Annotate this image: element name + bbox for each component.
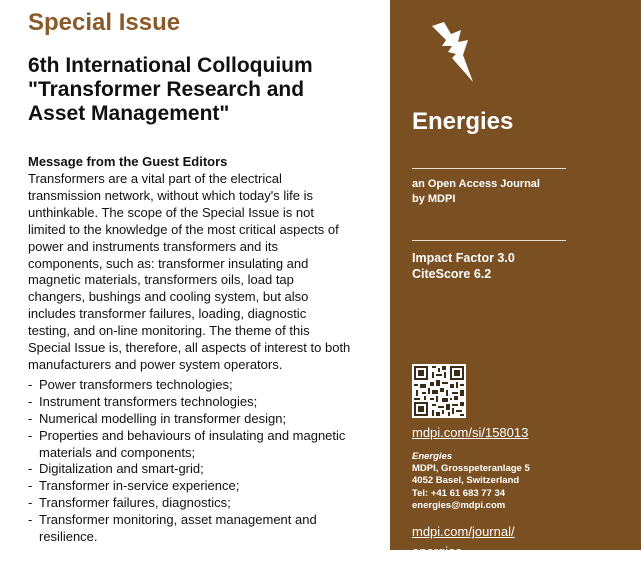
body-line: includes transformer failures, loading, diagnostic [28, 306, 307, 322]
address-email[interactable]: energies@mdpi.com [412, 499, 506, 511]
special-issue-link[interactable]: mdpi.com/si/158013 [412, 425, 529, 440]
body-line: transmission network, without which today's life is [28, 187, 313, 203]
journal-link-line[interactable]: mdpi.com/journal/ [412, 524, 515, 539]
body-line: testing, and on-line monitoring. The theme of this [28, 323, 310, 339]
body-line: limited to the knowledge of the most critical aspects of [28, 221, 339, 237]
message-body [28, 171, 373, 374]
divider [412, 240, 566, 241]
body-line: power and instruments transformers and its [28, 238, 278, 254]
address-line: 4052 Basel, Switzerland [412, 475, 520, 487]
divider [412, 168, 566, 169]
journal-tagline [412, 177, 572, 207]
body-line: Special Issue is, therefore, all aspects of interest to both [28, 340, 351, 356]
publisher-address [412, 451, 530, 512]
tagline-line: by MDPI [412, 193, 456, 205]
body-line: changers, bushings and cooling system, but also [28, 289, 309, 305]
address-line: MDPI, Grosspeteranlage 5 [412, 463, 530, 475]
journal-metrics [412, 250, 515, 282]
issue-title-line: 6th International Colloquium [28, 54, 313, 77]
body-line: components, such as: transformer insulating and [28, 255, 309, 271]
list-item: - Power transformers technologies; [28, 377, 373, 394]
list-item: - Digitalization and smart-grid; [28, 461, 373, 478]
journal-link-line[interactable]: energies [412, 544, 462, 559]
issue-title-line: "Transformer Research and [28, 78, 305, 101]
list-item: - Properties and behaviours of insulating and magnetic materials and components; [28, 428, 373, 462]
impact-factor: Impact Factor 3.0 [412, 251, 515, 265]
topics-list [28, 377, 373, 546]
body-line: Transformers are a vital part of the electrical [28, 171, 282, 186]
issue-title-line: Asset Management" [28, 102, 230, 125]
list-item: - Transformer failures, diagnostics; [28, 495, 373, 512]
message-heading: Message from the Guest Editors [28, 154, 228, 169]
address-phone: Tel: +41 61 683 77 34 [412, 487, 506, 499]
issue-title [28, 54, 378, 126]
list-item: - Transformer in-service experience; [28, 478, 373, 495]
citescore: CiteScore 6.2 [412, 267, 492, 281]
list-item: - Instrument transformers technologies; [28, 394, 373, 411]
qr-code-icon[interactable] [412, 364, 466, 418]
special-issue-label: Special Issue [28, 9, 181, 36]
list-item: - Transformer monitoring, asset management and resilience. [28, 512, 373, 546]
body-line: unthinkable. The scope of the Special Issue is not [28, 204, 314, 220]
address-journal: Energies [412, 451, 453, 462]
journal-name: Energies [412, 108, 514, 135]
tagline-line: an Open Access Journal [412, 178, 540, 190]
lightning-bolt-icon [430, 22, 474, 84]
journal-link[interactable] [412, 522, 515, 562]
body-line: magnetic materials, transformers oils, load tap [28, 272, 294, 288]
body-line: manufacturers and power system operators. [28, 356, 283, 372]
journal-sidebar [390, 0, 641, 559]
list-item: - Numerical modelling in transformer design; [28, 411, 373, 428]
